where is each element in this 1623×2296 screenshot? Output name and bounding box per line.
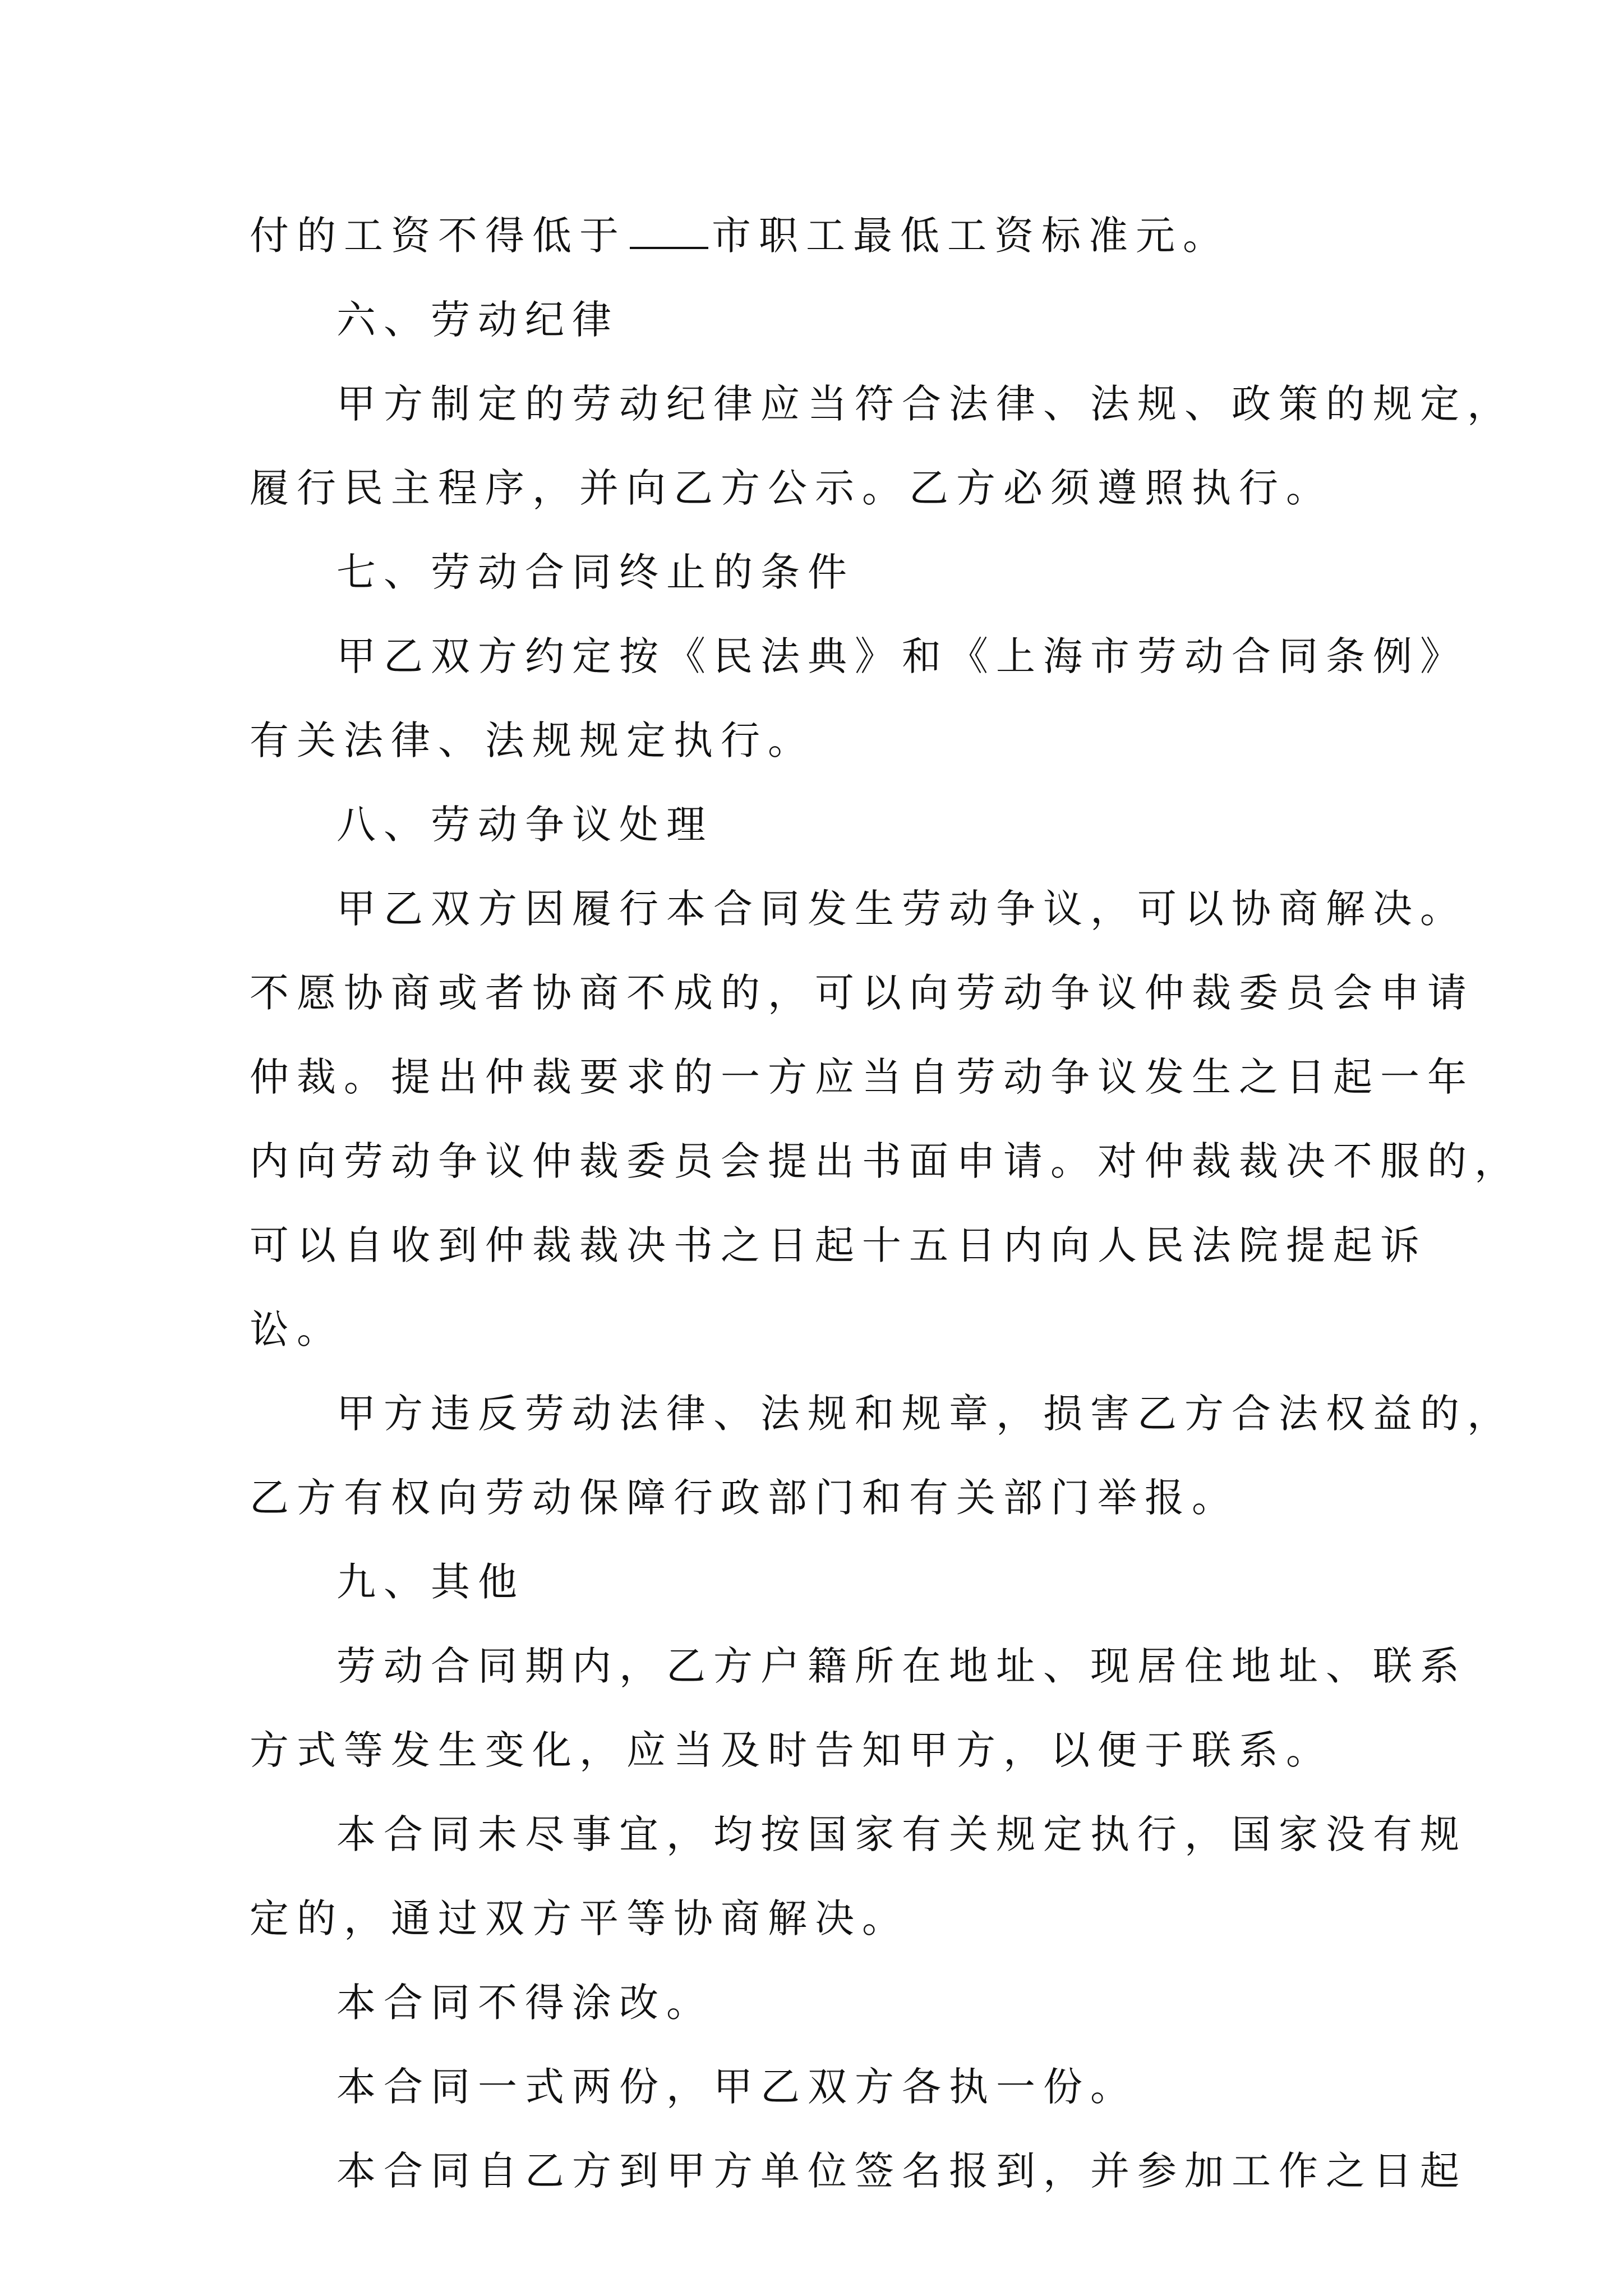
text-line: 乙方有权向劳动保障行政部门和有关部门举报。 xyxy=(250,1475,1239,1521)
text-line xyxy=(250,208,1230,264)
text-line: 方式等发生变化，应当及时告知甲方，以便于联系。 xyxy=(250,1727,1333,1773)
section-heading: 七、劳动合同终止的条件 xyxy=(336,549,855,595)
text-line: 本合同一式两份，甲乙双方各执一份。 xyxy=(336,2064,1137,2110)
fill-blank xyxy=(630,213,708,249)
section-heading: 八、劳动争议处理 xyxy=(336,802,713,848)
text-line: 甲乙双方因履行本合同发生劳动争议，可以协商解决。 xyxy=(336,886,1467,932)
text-line: 不愿协商或者协商不成的，可以向劳动争议仲裁委员会申请 xyxy=(250,970,1474,1016)
text-line: 本合同自乙方到甲方单位签名报到，并参加工作之日起 xyxy=(336,2148,1467,2194)
text-line: 仲裁。提出仲裁要求的一方应当自劳动争议发生之日起一年 xyxy=(250,1054,1474,1100)
text-line: 可以自收到仲裁裁决书之日起十五日内向人民法院提起诉 xyxy=(250,1222,1427,1268)
text-line: 甲乙双方约定按《民法典》和《上海市劳动合同条例》 xyxy=(336,633,1467,679)
text-line: 劳动合同期内，乙方户籍所在地址、现居住地址、联系 xyxy=(336,1643,1467,1689)
section-heading: 六、劳动纪律 xyxy=(336,297,619,343)
section-heading: 九、其他 xyxy=(336,1559,525,1605)
text-line: 甲方违反劳动法律、法规和规章，损害乙方合法权益的， xyxy=(336,1391,1514,1437)
text-line: 定的，通过双方平等协商解决。 xyxy=(250,1895,909,1941)
text-line: 履行民主程序，并向乙方公示。乙方必须遵照执行。 xyxy=(250,465,1333,511)
text-line: 甲方制定的劳动纪律应当符合法律、法规、政策的规定， xyxy=(336,381,1514,427)
text-segment: 市职工最低工资标准元。 xyxy=(712,213,1230,259)
text-line: 讼。 xyxy=(250,1306,344,1352)
text-line: 本合同未尽事宜，均按国家有关规定执行，国家没有规 xyxy=(336,1811,1467,1857)
text-segment: 付的工资不得低于 xyxy=(250,213,626,259)
text-line: 有关法律、法规规定执行。 xyxy=(250,717,815,763)
text-line: 本合同不得涂改。 xyxy=(336,1980,713,2026)
text-line: 内向劳动争议仲裁委员会提出书面申请。对仲裁裁决不服的， xyxy=(250,1138,1521,1184)
